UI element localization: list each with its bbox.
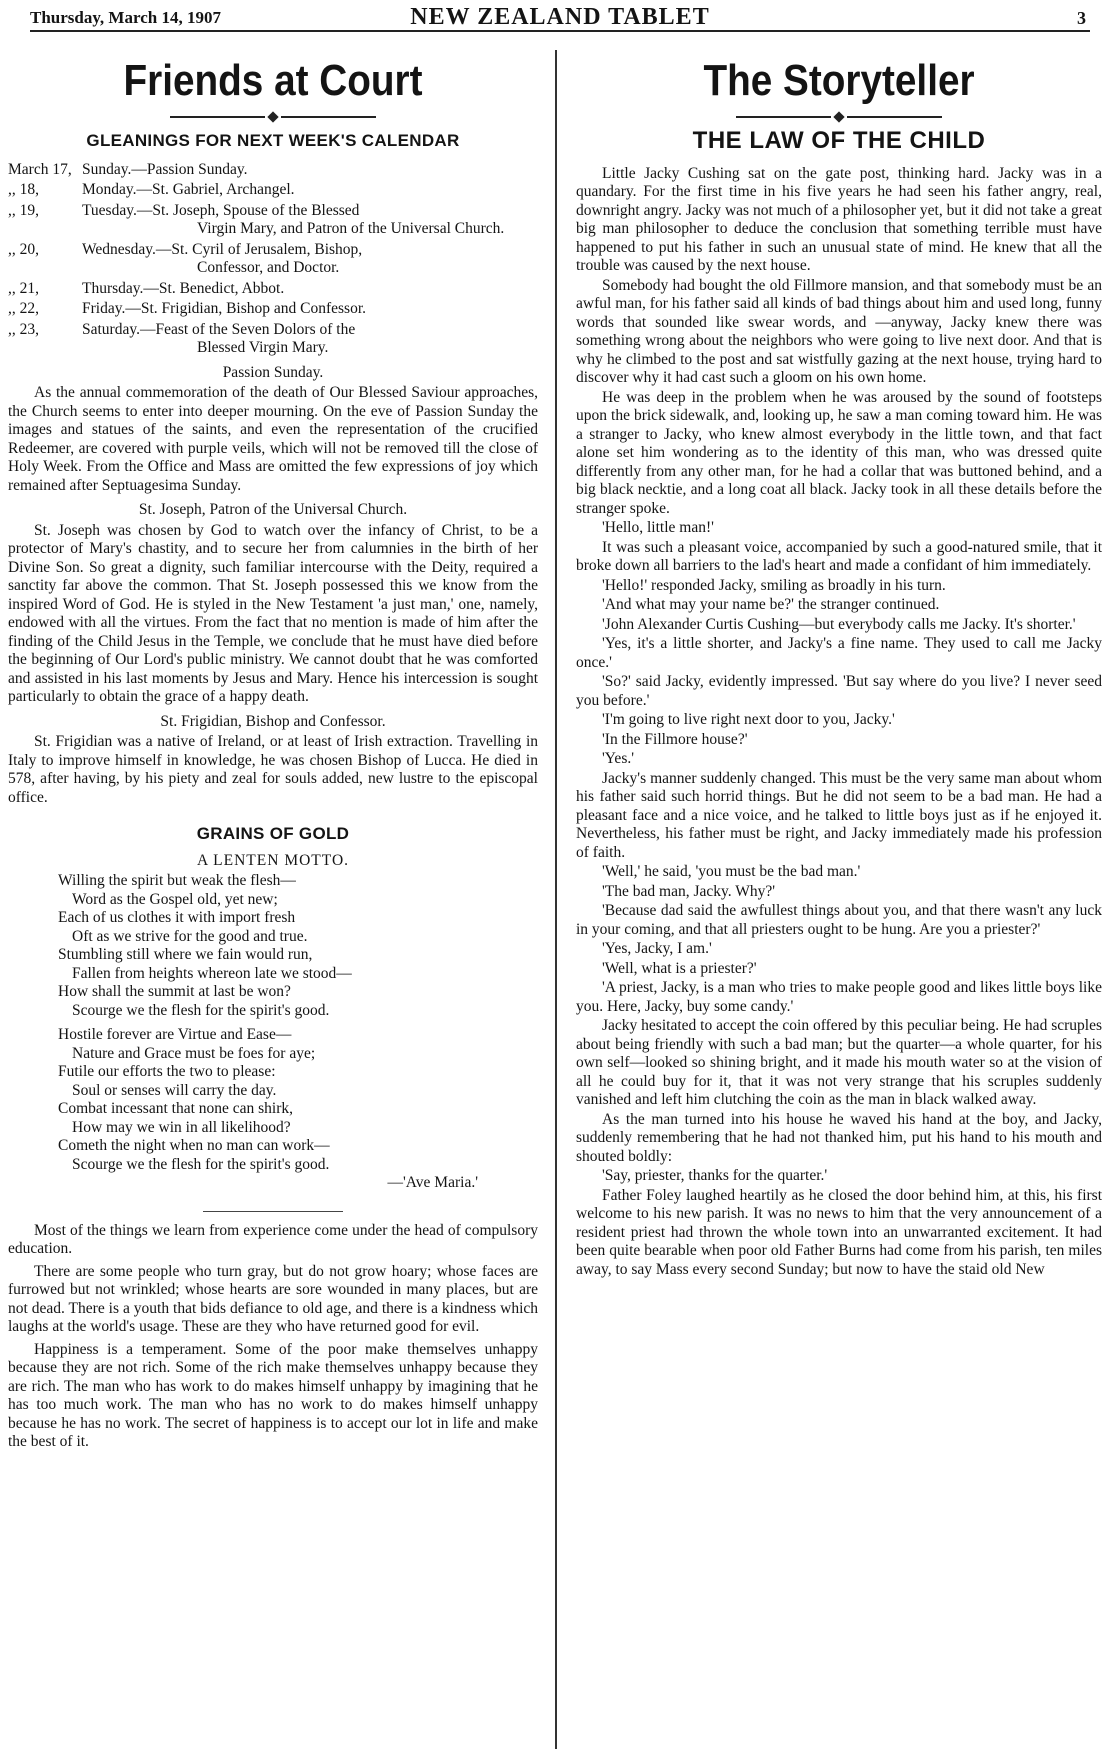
right-column bbox=[576, 50, 1102, 1280]
story-paragraph: 'Hello, little man!' bbox=[602, 519, 714, 536]
calendar-text-continued: Virgin Mary, and Patron of the Universal Church. bbox=[197, 220, 505, 237]
poem-line: How shall the summit at last be won? bbox=[58, 983, 291, 1000]
st-frigidian-heading: St. Frigidian, Bishop and Confessor. bbox=[160, 712, 386, 730]
poem-line: Nature and Grace must be foes for aye; bbox=[72, 1044, 316, 1062]
story-paragraph: 'I'm going to live right next door to you, Jacky.' bbox=[602, 711, 895, 728]
calendar-entry bbox=[8, 181, 538, 200]
poem bbox=[58, 872, 538, 1174]
poem-line: Soul or senses will carry the day. bbox=[72, 1081, 277, 1099]
calendar-entry bbox=[8, 202, 538, 239]
diamond-ornament-icon bbox=[833, 111, 844, 122]
calendar-text: Tuesday.—St. Joseph, Spouse of the Blessed bbox=[82, 201, 360, 219]
calendar-text: Sunday.—Passion Sunday. bbox=[82, 160, 248, 178]
poem-line: Each of us clothes it with import fresh bbox=[58, 909, 296, 926]
calendar-entry bbox=[8, 241, 538, 278]
calendar-date: March 17, bbox=[8, 160, 72, 178]
story-paragraph: 'A priest, Jacky, is a man who tries to make people good and likes little boys like you. Here, Jacky, buy some candy.' bbox=[576, 979, 1102, 1015]
calendar-entry bbox=[8, 161, 538, 180]
poem-line: Scourge we the flesh for the spirit's good. bbox=[72, 1001, 330, 1019]
story-paragraph: 'Well,' he said, 'you must be the bad man.' bbox=[602, 863, 861, 880]
story-paragraph: 'So?' said Jacky, evidently impressed. 'But say where do you live? I never seed you before.' bbox=[576, 673, 1102, 709]
story-paragraph: Jacky hesitated to accept the coin offered by this peculiar being. He had scruples about being friendly with such a bad man; but the quarter—a whole quarter, for his own self—looked so shining bright, and it made his mouth water so at the vision of all he could buy for it, that it was not very strange that his scruples suddenly vanished and left him clutching the coin as the man in black walked away. bbox=[576, 1017, 1102, 1108]
poem-line: Scourge we the flesh for the spirit's good. bbox=[72, 1155, 330, 1173]
calendar-subhead: GLEANINGS FOR NEXT WEEK'S CALENDAR bbox=[86, 131, 460, 150]
calendar-text-continued: Confessor, and Doctor. bbox=[197, 259, 340, 276]
calendar-date: ,, 18, bbox=[8, 181, 39, 198]
poem-line: Fallen from heights whereon late we stood— bbox=[72, 964, 352, 982]
section-title-friends-at-court: Friends at Court bbox=[123, 56, 423, 105]
column-divider bbox=[555, 50, 557, 1749]
masthead bbox=[30, 6, 1090, 32]
gold-paragraph: Most of the things we learn from experience come under the head of compulsory education. bbox=[8, 1221, 538, 1257]
section-title-storyteller: The Storyteller bbox=[703, 56, 975, 105]
story-paragraph: Somebody had bought the old Fillmore mansion, and that somebody must be an awful man, for his father said all kinds of bad things about him and used long, funny words that sounded like swear words, and —anyway, Jacky knew there was something wrong about the neighbors who were going to live next door. And that is why he climbed to the post and sat wistfully gazing at the next house, trying hard to discover why it had cast such a gloom on his own home. bbox=[576, 276, 1102, 386]
story-paragraph: 'Yes.' bbox=[602, 750, 635, 767]
calendar-entry bbox=[8, 300, 538, 319]
story-paragraph: 'John Alexander Curtis Cushing—but everybody calls me Jacky. It's shorter.' bbox=[602, 615, 1076, 633]
poem-line: Futile our efforts the two to please: bbox=[58, 1063, 276, 1080]
poem-attribution: —'Ave Maria.' bbox=[387, 1174, 478, 1191]
calendar-date: ,, 20, bbox=[8, 240, 39, 258]
calendar-date: ,, 19, bbox=[8, 201, 39, 219]
story-paragraph: As the man turned into his house he waved his hand at the boy, and Jacky, suddenly remembering that he had not thanked him, put his hand to his mouth and shouted boldly: bbox=[576, 1110, 1102, 1165]
story-paragraph: 'Yes, it's a little shorter, and Jacky's a fine name. They used to call me Jacky once.' bbox=[576, 635, 1102, 671]
story-paragraph: 'And what may your name be?' the stranger continued. bbox=[602, 596, 940, 613]
calendar-date: ,, 23, bbox=[8, 320, 39, 338]
poem-line: How may we win in all likelihood? bbox=[72, 1118, 291, 1136]
poem-title: A LENTEN MOTTO. bbox=[196, 851, 350, 869]
story-paragraph: Jacky's manner suddenly changed. This must be the very same man about whom his father said such horrid things. But he did not seem to be a bad man. He had a pleasant face and a nice voice, and he talked to little boys just as if he enjoyed it. Nevertheless, his father must be right, and Jacky immediately made his profession of faith. bbox=[576, 769, 1102, 861]
ornament-divider bbox=[8, 110, 538, 124]
calendar-text: Monday.—St. Gabriel, Archangel. bbox=[82, 181, 295, 198]
page-number: 3 bbox=[1077, 8, 1086, 28]
story-paragraph: Father Foley laughed heartily as he closed the door behind him, at this, his first welcome to his new parish. It was no news to him that the very announcement of a resident priest had thrown the whole town into an unwarranted excitement. It had been quite bearable when poor old Father Burns had come from his parish, ten miles away, to say Mass every second Sunday; but now to have the staid old New bbox=[576, 1186, 1102, 1278]
calendar-text: Saturday.—Feast of the Seven Dolors of the bbox=[82, 320, 356, 338]
left-column bbox=[8, 50, 538, 1452]
story-paragraph: 'Yes, Jacky, I am.' bbox=[602, 940, 712, 957]
st-frigidian-paragraph: St. Frigidian was a native of Ireland, or at least of Irish extraction. Travelling in Italy to improve himself in knowledge, he was chosen Bishop of Lucca. He died in 578, after having, by his piety and zeal for souls added, new lustre to the episcopal office. bbox=[8, 733, 538, 806]
calendar-entry bbox=[8, 280, 538, 299]
poem-line: Combat incessant that none can shirk, bbox=[58, 1100, 294, 1117]
story-body bbox=[576, 165, 1102, 1280]
calendar-date: ,, 22, bbox=[8, 300, 39, 317]
calendar-date: ,, 21, bbox=[8, 279, 39, 297]
story-paragraph: Little Jacky Cushing sat on the gate post, thinking hard. Jacky was in a quandary. For the first time in his five years he had seen his father angry, real, downright angry. Jacky was not much of a philosopher yet, but it did not take a great big man philosopher to deduce the conclusion that something terrible must have happened to put his father in such an unusual state of mind. He knew that all the trouble was caused by the next house. bbox=[576, 164, 1102, 274]
short-divider bbox=[203, 1211, 343, 1212]
story-paragraph: 'Because dad said the awfullest things about you, and that there wasn't any luck in your coming, and that all priesters ought to be hung. Are you a priester?' bbox=[576, 902, 1102, 938]
calendar-text: Friday.—St. Frigidian, Bishop and Confessor. bbox=[82, 300, 367, 317]
poem-line: Stumbling still where we fain would run, bbox=[58, 946, 313, 963]
poem-line: Cometh the night when no man can work— bbox=[58, 1137, 330, 1154]
story-paragraph: 'Hello!' responded Jacky, smiling as broadly in his turn. bbox=[602, 576, 946, 594]
story-paragraph: 'The bad man, Jacky. Why?' bbox=[602, 882, 776, 900]
poem-line: Oft as we strive for the good and true. bbox=[72, 927, 308, 945]
story-title: THE LAW OF THE CHILD bbox=[692, 127, 986, 154]
newspaper-title: NEW ZEALAND TABLET bbox=[410, 4, 710, 30]
calendar-text: Wednesday.—St. Cyril of Jerusalem, Bishop, bbox=[82, 240, 363, 258]
passion-sunday-paragraph: As the annual commemoration of the death of Our Blessed Saviour approaches, the Church seems to enter into deeper mourning. On the eve of Passion Sunday the images and statues of the saints, and even the representation of the crucified Redeemer, are covered with purple veils, which will not be removed till the close of Holy Week. From the Office and Mass are omitted the few expressions of joy which remained after Septuagesima Sunday. bbox=[8, 384, 538, 494]
grains-of-gold-heading: GRAINS OF GOLD bbox=[196, 824, 350, 843]
story-paragraph: 'In the Fillmore house?' bbox=[602, 730, 748, 748]
story-paragraph: 'Say, priester, thanks for the quarter.' bbox=[602, 1167, 828, 1184]
st-joseph-heading: St. Joseph, Patron of the Universal Church. bbox=[138, 501, 408, 518]
passion-sunday-heading: Passion Sunday. bbox=[222, 363, 324, 381]
story-paragraph: It was such a pleasant voice, accompanied by such a good-natured smile, that it broke down all barriers to the lad's heart and made a confidant of him immediately. bbox=[576, 538, 1102, 574]
calendar-entry bbox=[8, 321, 538, 358]
ornament-divider bbox=[576, 110, 1102, 124]
st-joseph-paragraph: St. Joseph was chosen by God to watch over the infancy of Christ, to be a protector of Mary's chastity, and to secure her from calumnies in the birth of her Divine Son. So great a dignity, such familiar intercourse with the Deity, required a sanctity far above the common. That St. Joseph possessed this we know from the inspired Word of God. He is styled in the New Testament 'a just man,' one, namely, endowed with all the virtues. From the fact that no mention is made of him after the finding of the Child Jesus in the Temple, we conclude that he must have died before the beginning of Our Lord's public ministry. We cannot doubt that he was comforted and assisted in his last moments by Jesus and Mary. Hence his intercession is sought particularly to obtain the grace of a happy death. bbox=[8, 521, 538, 705]
calendar-text-continued: Blessed Virgin Mary. bbox=[197, 339, 329, 356]
issue-date: Thursday, March 14, 1907 bbox=[30, 8, 221, 27]
calendar-text: Thursday.—St. Benedict, Abbot. bbox=[82, 279, 285, 297]
gold-paragraph: Happiness is a temperament. Some of the poor make themselves unhappy because they are not rich. Some of the rich make themselves unhappy because they are rich. The man who has work to do makes himself unhappy by imagining that he has too much work. The man who has no work to do makes himself unhappy because he has no work. The secret of happiness is to accept our lot in life and make the best of it. bbox=[8, 1340, 538, 1450]
diamond-ornament-icon bbox=[267, 111, 278, 122]
story-paragraph: He was deep in the problem when he was aroused by the sound of footsteps upon the brick sidewalk, and, looking up, he saw a man coming toward him. He was a stranger to Jacky, who knew almost everybody in the little town, and that fact alone set him wondering as to the identity of this man, who was dressed quite differently from any other man, for he had a collar that was buttoned behind, and a big black necktie, and a long coat all black. Jacky took in all these details before the stranger spoke. bbox=[576, 388, 1102, 517]
poem-line: Hostile forever are Virtue and Ease— bbox=[58, 1026, 292, 1043]
gold-paragraph: There are some people who turn gray, but do not grow hoary; whose faces are furrowed but not wrinkled; whose hearts are sore wounded in many places, but are not dead. There is a youth that bids defiance to old age, and there is a kindness which laughs at the world's usage. These are they who have returned good for evil. bbox=[8, 1262, 538, 1335]
poem-line: Word as the Gospel old, yet new; bbox=[72, 890, 278, 908]
story-paragraph: 'Well, what is a priester?' bbox=[602, 959, 757, 977]
calendar-list bbox=[8, 161, 538, 358]
poem-line: Willing the spirit but weak the flesh— bbox=[58, 872, 296, 889]
